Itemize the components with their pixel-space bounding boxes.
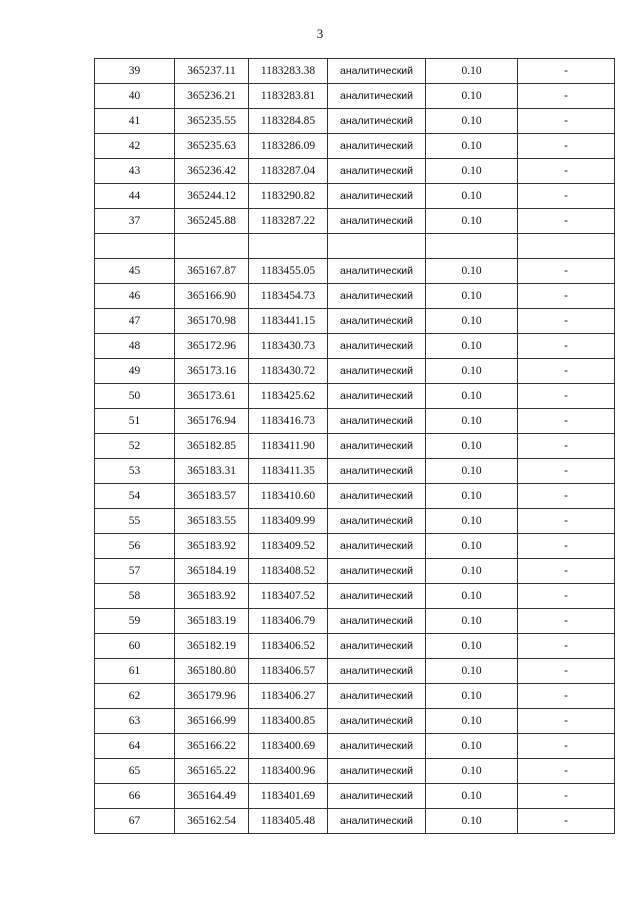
y-coordinate-cell: 1183401.69: [249, 784, 328, 809]
x-coordinate-cell: 365244.12: [175, 184, 249, 209]
point-number-cell: 52: [95, 434, 175, 459]
point-number-cell: 37: [95, 209, 175, 234]
table-row: [95, 434, 615, 459]
point-number-cell: 67: [95, 809, 175, 834]
accuracy-cell: 0.10: [426, 184, 518, 209]
table-row: [95, 609, 615, 634]
note-cell: -: [518, 684, 615, 709]
x-coordinate-cell: 365165.22: [175, 759, 249, 784]
x-coordinate-cell: 365176.94: [175, 409, 249, 434]
y-coordinate-cell: 1183430.73: [249, 334, 328, 359]
x-coordinate-cell: 365167.87: [175, 259, 249, 284]
accuracy-cell: 0.10: [426, 709, 518, 734]
point-number-cell: 45: [95, 259, 175, 284]
method-cell: аналитический: [328, 459, 426, 484]
accuracy-cell: 0.10: [426, 409, 518, 434]
method-cell: аналитический: [328, 134, 426, 159]
accuracy-cell: 0.10: [426, 634, 518, 659]
y-coordinate-cell: 1183409.52: [249, 534, 328, 559]
table-row: [95, 59, 615, 84]
x-coordinate-cell: 365245.88: [175, 209, 249, 234]
accuracy-cell: 0.10: [426, 59, 518, 84]
y-coordinate-cell: 1183400.69: [249, 734, 328, 759]
point-number-cell: 57: [95, 559, 175, 584]
accuracy-cell: 0.10: [426, 509, 518, 534]
note-cell: -: [518, 184, 615, 209]
accuracy-cell: 0.10: [426, 734, 518, 759]
table-row: [95, 334, 615, 359]
table-row: [95, 809, 615, 834]
method-cell: аналитический: [328, 709, 426, 734]
x-coordinate-cell: 365184.19: [175, 559, 249, 584]
accuracy-cell: 0.10: [426, 684, 518, 709]
x-coordinate-cell: 365235.55: [175, 109, 249, 134]
table-row: [95, 109, 615, 134]
accuracy-cell: 0.10: [426, 309, 518, 334]
x-coordinate-cell: 365237.11: [175, 59, 249, 84]
method-cell: аналитический: [328, 159, 426, 184]
point-number-cell: 42: [95, 134, 175, 159]
accuracy-cell: [426, 234, 518, 259]
x-coordinate-cell: 365164.49: [175, 784, 249, 809]
x-coordinate-cell: 365179.96: [175, 684, 249, 709]
y-coordinate-cell: 1183408.52: [249, 559, 328, 584]
point-number-cell: 46: [95, 284, 175, 309]
y-coordinate-cell: [249, 234, 328, 259]
table-row: [95, 484, 615, 509]
method-cell: аналитический: [328, 784, 426, 809]
y-coordinate-cell: 1183406.52: [249, 634, 328, 659]
table-row: [95, 159, 615, 184]
point-number-cell: 63: [95, 709, 175, 734]
note-cell: -: [518, 809, 615, 834]
note-cell: -: [518, 634, 615, 659]
note-cell: -: [518, 409, 615, 434]
point-number-cell: 39: [95, 59, 175, 84]
note-cell: -: [518, 109, 615, 134]
point-number-cell: [95, 234, 175, 259]
accuracy-cell: 0.10: [426, 84, 518, 109]
method-cell: аналитический: [328, 359, 426, 384]
page-number: 3: [316, 26, 324, 41]
y-coordinate-cell: 1183409.99: [249, 509, 328, 534]
accuracy-cell: 0.10: [426, 784, 518, 809]
table-row: [95, 409, 615, 434]
y-coordinate-cell: 1183400.85: [249, 709, 328, 734]
y-coordinate-cell: 1183411.90: [249, 434, 328, 459]
note-cell: -: [518, 609, 615, 634]
method-cell: аналитический: [328, 434, 426, 459]
table-row: [95, 759, 615, 784]
accuracy-cell: 0.10: [426, 159, 518, 184]
method-cell: аналитический: [328, 659, 426, 684]
method-cell: аналитический: [328, 484, 426, 509]
note-cell: -: [518, 209, 615, 234]
x-coordinate-cell: 365183.19: [175, 609, 249, 634]
point-number-cell: 60: [95, 634, 175, 659]
x-coordinate-cell: 365173.61: [175, 384, 249, 409]
table-row: [95, 584, 615, 609]
table-row: [95, 184, 615, 209]
note-cell: -: [518, 534, 615, 559]
note-cell: -: [518, 559, 615, 584]
y-coordinate-cell: 1183430.72: [249, 359, 328, 384]
note-cell: -: [518, 484, 615, 509]
y-coordinate-cell: 1183287.22: [249, 209, 328, 234]
y-coordinate-cell: 1183406.57: [249, 659, 328, 684]
note-cell: -: [518, 284, 615, 309]
method-cell: аналитический: [328, 809, 426, 834]
table-row: [95, 509, 615, 534]
accuracy-cell: 0.10: [426, 359, 518, 384]
note-cell: -: [518, 159, 615, 184]
x-coordinate-cell: 365182.19: [175, 634, 249, 659]
method-cell: аналитический: [328, 734, 426, 759]
y-coordinate-cell: 1183455.05: [249, 259, 328, 284]
point-number-cell: 55: [95, 509, 175, 534]
point-number-cell: 61: [95, 659, 175, 684]
accuracy-cell: 0.10: [426, 609, 518, 634]
point-number-cell: 51: [95, 409, 175, 434]
y-coordinate-cell: 1183416.73: [249, 409, 328, 434]
accuracy-cell: 0.10: [426, 534, 518, 559]
x-coordinate-cell: 365166.90: [175, 284, 249, 309]
x-coordinate-cell: 365183.55: [175, 509, 249, 534]
x-coordinate-cell: 365183.92: [175, 584, 249, 609]
y-coordinate-cell: 1183286.09: [249, 134, 328, 159]
y-coordinate-cell: 1183405.48: [249, 809, 328, 834]
accuracy-cell: 0.10: [426, 759, 518, 784]
point-number-cell: 56: [95, 534, 175, 559]
table-row: [95, 734, 615, 759]
table-row: [95, 209, 615, 234]
accuracy-cell: 0.10: [426, 109, 518, 134]
note-cell: -: [518, 259, 615, 284]
table-row: [95, 684, 615, 709]
accuracy-cell: 0.10: [426, 284, 518, 309]
coordinates-table: [94, 58, 615, 834]
x-coordinate-cell: 365236.42: [175, 159, 249, 184]
method-cell: аналитический: [328, 584, 426, 609]
table-row: [95, 134, 615, 159]
point-number-cell: 44: [95, 184, 175, 209]
x-coordinate-cell: 365166.99: [175, 709, 249, 734]
x-coordinate-cell: 365183.31: [175, 459, 249, 484]
note-cell: -: [518, 359, 615, 384]
x-coordinate-cell: 365180.80: [175, 659, 249, 684]
x-coordinate-cell: 365173.16: [175, 359, 249, 384]
y-coordinate-cell: 1183287.04: [249, 159, 328, 184]
y-coordinate-cell: 1183283.38: [249, 59, 328, 84]
accuracy-cell: 0.10: [426, 559, 518, 584]
point-number-cell: 50: [95, 384, 175, 409]
method-cell: аналитический: [328, 409, 426, 434]
note-cell: -: [518, 759, 615, 784]
table-row: [95, 784, 615, 809]
y-coordinate-cell: 1183406.27: [249, 684, 328, 709]
method-cell: аналитический: [328, 334, 426, 359]
table-row: [95, 284, 615, 309]
x-coordinate-cell: 365166.22: [175, 734, 249, 759]
accuracy-cell: 0.10: [426, 384, 518, 409]
accuracy-cell: 0.10: [426, 809, 518, 834]
accuracy-cell: 0.10: [426, 209, 518, 234]
point-number-cell: 40: [95, 84, 175, 109]
point-number-cell: 58: [95, 584, 175, 609]
note-cell: -: [518, 459, 615, 484]
x-coordinate-cell: 365172.96: [175, 334, 249, 359]
x-coordinate-cell: 365162.54: [175, 809, 249, 834]
y-coordinate-cell: 1183400.96: [249, 759, 328, 784]
method-cell: [328, 234, 426, 259]
y-coordinate-cell: 1183441.15: [249, 309, 328, 334]
point-number-cell: 49: [95, 359, 175, 384]
x-coordinate-cell: 365182.85: [175, 434, 249, 459]
accuracy-cell: 0.10: [426, 434, 518, 459]
accuracy-cell: 0.10: [426, 259, 518, 284]
y-coordinate-cell: 1183290.82: [249, 184, 328, 209]
point-number-cell: 59: [95, 609, 175, 634]
note-cell: -: [518, 584, 615, 609]
x-coordinate-cell: 365170.98: [175, 309, 249, 334]
table-row: [95, 84, 615, 109]
y-coordinate-cell: 1183411.35: [249, 459, 328, 484]
accuracy-cell: 0.10: [426, 584, 518, 609]
point-number-cell: 48: [95, 334, 175, 359]
x-coordinate-cell: 365236.21: [175, 84, 249, 109]
y-coordinate-cell: 1183283.81: [249, 84, 328, 109]
y-coordinate-cell: 1183410.60: [249, 484, 328, 509]
table-row: [95, 234, 615, 259]
note-cell: -: [518, 334, 615, 359]
x-coordinate-cell: [175, 234, 249, 259]
accuracy-cell: 0.10: [426, 459, 518, 484]
x-coordinate-cell: 365183.57: [175, 484, 249, 509]
point-number-cell: 64: [95, 734, 175, 759]
note-cell: -: [518, 509, 615, 534]
note-cell: -: [518, 84, 615, 109]
method-cell: аналитический: [328, 534, 426, 559]
note-cell: -: [518, 734, 615, 759]
accuracy-cell: 0.10: [426, 484, 518, 509]
method-cell: аналитический: [328, 559, 426, 584]
note-cell: [518, 234, 615, 259]
method-cell: аналитический: [328, 759, 426, 784]
table-body: [95, 59, 615, 834]
table-row: [95, 534, 615, 559]
note-cell: -: [518, 434, 615, 459]
note-cell: -: [518, 59, 615, 84]
point-number-cell: 65: [95, 759, 175, 784]
method-cell: аналитический: [328, 309, 426, 334]
method-cell: аналитический: [328, 209, 426, 234]
method-cell: аналитический: [328, 284, 426, 309]
method-cell: аналитический: [328, 384, 426, 409]
accuracy-cell: 0.10: [426, 334, 518, 359]
y-coordinate-cell: 1183425.62: [249, 384, 328, 409]
point-number-cell: 47: [95, 309, 175, 334]
table-row: [95, 709, 615, 734]
table-row: [95, 259, 615, 284]
method-cell: аналитический: [328, 509, 426, 534]
table-row: [95, 459, 615, 484]
method-cell: аналитический: [328, 609, 426, 634]
y-coordinate-cell: 1183406.79: [249, 609, 328, 634]
point-number-cell: 43: [95, 159, 175, 184]
x-coordinate-cell: 365183.92: [175, 534, 249, 559]
method-cell: аналитический: [328, 634, 426, 659]
method-cell: аналитический: [328, 59, 426, 84]
note-cell: -: [518, 709, 615, 734]
point-number-cell: 54: [95, 484, 175, 509]
note-cell: -: [518, 384, 615, 409]
point-number-cell: 66: [95, 784, 175, 809]
x-coordinate-cell: 365235.63: [175, 134, 249, 159]
note-cell: -: [518, 784, 615, 809]
point-number-cell: 53: [95, 459, 175, 484]
y-coordinate-cell: 1183284.85: [249, 109, 328, 134]
point-number-cell: 62: [95, 684, 175, 709]
note-cell: -: [518, 309, 615, 334]
y-coordinate-cell: 1183407.52: [249, 584, 328, 609]
table-row: [95, 384, 615, 409]
method-cell: аналитический: [328, 259, 426, 284]
accuracy-cell: 0.10: [426, 134, 518, 159]
method-cell: аналитический: [328, 184, 426, 209]
table-row: [95, 559, 615, 584]
y-coordinate-cell: 1183454.73: [249, 284, 328, 309]
note-cell: -: [518, 134, 615, 159]
table-row: [95, 359, 615, 384]
point-number-cell: 41: [95, 109, 175, 134]
method-cell: аналитический: [328, 684, 426, 709]
method-cell: аналитический: [328, 109, 426, 134]
table-row: [95, 659, 615, 684]
method-cell: аналитический: [328, 84, 426, 109]
table-row: [95, 634, 615, 659]
accuracy-cell: 0.10: [426, 659, 518, 684]
note-cell: -: [518, 659, 615, 684]
table-row: [95, 309, 615, 334]
